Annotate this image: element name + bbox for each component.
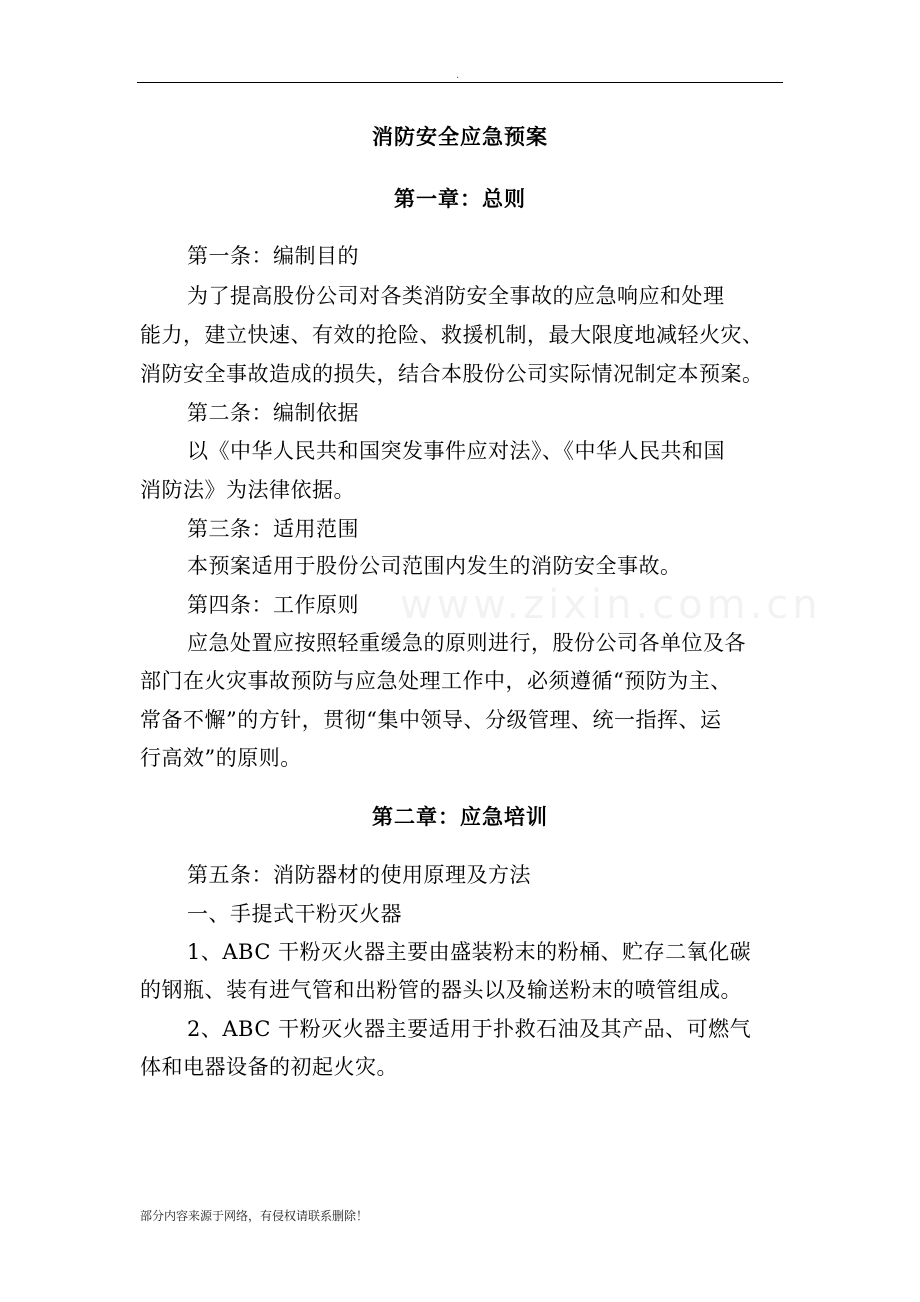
paragraph-line: 应急处置应按照轻重缓急的原则进行，股份公司各单位及各 [187, 631, 746, 655]
article5-heading: 第五条：消防器材的使用原理及方法 [187, 863, 531, 887]
paragraph-line: 消防法》为法律依据。 [140, 478, 355, 502]
footer-note: 部分内容来源于网络，有侵权请联系删除！ [140, 1209, 369, 1223]
header-rule [137, 82, 783, 83]
article2-heading: 第二条：编制依据 [187, 401, 359, 425]
paragraph-line: 为了提高股份公司对各类消防安全事故的应急响应和处理 [187, 284, 725, 308]
chapter2-title: 第二章：应急培训 [372, 805, 548, 829]
paragraph-line: 的钢瓶、装有进气管和出粉管的器头以及输送粉末的喷管组成。 [140, 978, 742, 1002]
paragraph-line: 常备不懈”的方针，贯彻“集中领导、分级管理、统一指挥、运 [140, 708, 722, 732]
paragraph-line: 2、ABC 干粉灭火器主要适用于扑救石油及其产品、可燃气 [187, 1017, 752, 1041]
paragraph-line: 消防安全事故造成的损失，结合本股份公司实际情况制定本预案。 [140, 362, 764, 386]
paragraph-line: 部门在火灾事故预防与应急处理工作中，必须遵循“预防为主、 [140, 669, 732, 693]
paragraph-line: 以《中华人民共和国突发事件应对法》、《中华人民共和国 [187, 439, 725, 463]
article1-heading: 第一条：编制目的 [187, 244, 359, 268]
watermark: www.zixin.com.cn [400, 582, 822, 628]
article4-heading: 第四条：工作原则 [187, 593, 359, 617]
paragraph-line: 体和电器设备的初起火灾。 [140, 1055, 398, 1079]
header-mark: . [456, 70, 460, 81]
chapter1-title: 第一章：总则 [394, 187, 526, 211]
paragraph-line: 行高效”的原则。 [140, 746, 302, 770]
article3-heading: 第三条：适用范围 [187, 517, 359, 541]
paragraph-line: 能力，建立快速、有效的抢险、救援机制，最大限度地减轻火灾、 [140, 323, 764, 347]
paragraph-line: 本预案适用于股份公司范围内发生的消防安全事故。 [187, 554, 682, 578]
paragraph-line: 1、ABC 干粉灭火器主要由盛装粉末的粉桶、贮存二氧化碳 [187, 940, 752, 964]
document-title: 消防安全应急预案 [372, 125, 548, 149]
section-heading: 一、手提式干粉灭火器 [187, 902, 402, 926]
